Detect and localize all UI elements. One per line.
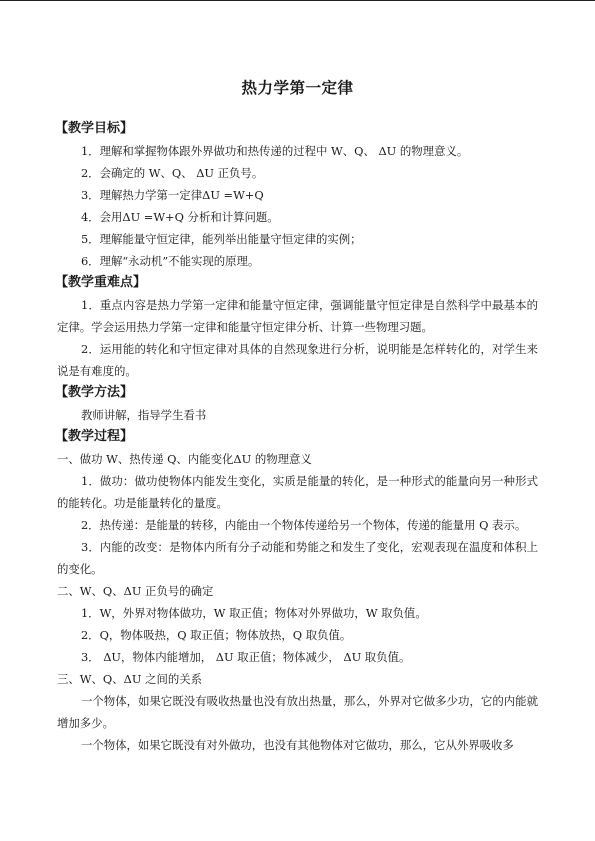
- methods-text: 教师讲解，指导学生看书: [80, 408, 207, 422]
- methods-heading: 【教学方法】: [55, 385, 134, 400]
- goal-item: 6．理解“永动机”不能实现的原理。: [80, 254, 260, 268]
- process-part1-item: 1．做功：做功使物体内能发生变化，实质是能量的转化，是一种形式的能量向另一种形式的能转化。功是能量转化的量度。: [57, 474, 538, 510]
- process-part1-item: 3．内能的改变：是物体内所有分子动能和势能之和发生了变化，宏观表现在温度和体积上的变化。: [57, 540, 538, 576]
- process-part2-item: 1．W，外界对物体做功，W 取正值；物体对外界做功，W 取负值。: [80, 606, 427, 620]
- goal-item: 1．理解和掌握物体跟外界做功和热传递的过程中 W、Q、 ΔU 的物理意义。: [80, 144, 469, 158]
- process-part1-title: 一、做功 W、热传递 Q、内能变化ΔU 的物理意义: [57, 452, 312, 466]
- goal-item: 4．会用ΔU =W+Q 分析和计算问题。: [80, 210, 279, 224]
- page-title: 热力学第一定律: [241, 79, 354, 97]
- key-point-item: 2．运用能的转化和守恒定律对具体的自然现象进行分析，说明能是怎样转化的，对学生来说是有难度的。: [57, 342, 538, 378]
- process-part3-item: 一个物体，如果它既没有吸收热量也没有放出热量，那么，外界对它做多少功，它的内能就增加多少。: [57, 694, 538, 730]
- top-rule: [0, 0, 595, 1]
- process-part2-title: 二、W、Q、ΔU 正负号的确定: [57, 584, 214, 598]
- goal-item: 5．理解能量守恒定律，能列举出能量守恒定律的实例；: [80, 232, 362, 246]
- key-points-heading: 【教学重难点】: [55, 275, 147, 290]
- process-part2-item: 3． ΔU，物体内能增加， ΔU 取正值；物体减少， ΔU 取负值。: [80, 650, 411, 664]
- key-point-item: 1．重点内容是热力学第一定律和能量守恒定律，强调能量守恒定律是自然科学中最基本的定律。学会运用热力学第一定律和能量守恒定律分析、计算一些物理习题。: [57, 298, 538, 334]
- goal-item: 2．会确定的 W、Q、 ΔU 正负号。: [80, 166, 264, 180]
- process-part3-item: 一个物体，如果它既没有对外做功，也没有其他物体对它做功，那么，它从外界吸收多: [80, 738, 514, 752]
- process-part3-title: 三、W、Q、ΔU 之间的关系: [57, 672, 203, 686]
- goal-item: 3．理解热力学第一定律ΔU =W+Q: [80, 188, 264, 202]
- process-heading: 【教学过程】: [55, 429, 134, 444]
- process-part1-item: 2．热传递：是能量的转移，内能由一个物体传递给另一个物体，传递的能量用 Q 表示。: [80, 518, 527, 532]
- document-body: [57, 118, 538, 756]
- process-part2-item: 2．Q，物体吸热，Q 取正值；物体放热，Q 取负值。: [80, 628, 352, 642]
- goals-heading: 【教学目标】: [55, 121, 134, 136]
